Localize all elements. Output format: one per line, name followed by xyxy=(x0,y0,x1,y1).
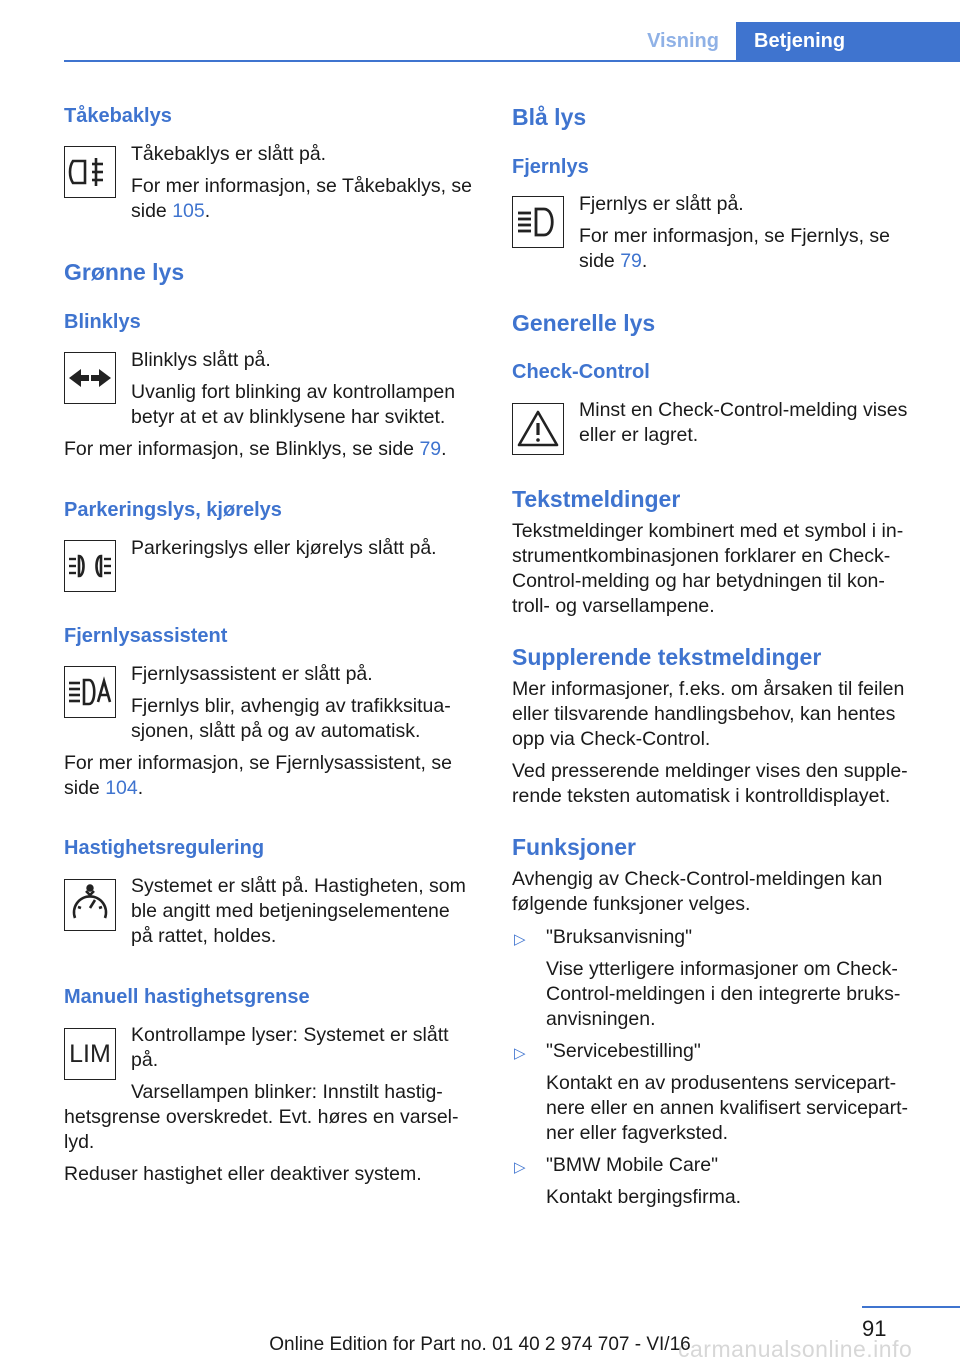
speed-limiter-lim-icon xyxy=(64,1028,116,1080)
tekstmeldinger-l2: strumentkombinasjonen forklarer en Check- xyxy=(512,545,891,567)
hastighetsregulering-desc-1: Systemet er slått på. Hastigheten, som xyxy=(131,875,466,897)
funksjoner-l1: Avhengig av Check-Control-meldingen kan xyxy=(512,868,883,890)
footer-edition: Online Edition for Part no. 01 40 2 974 707 - VI/16 xyxy=(269,1334,691,1355)
high-beam-icon xyxy=(512,196,564,248)
supplerende-l5: rende teksten automatisk i kontrolldisplayet. xyxy=(512,785,891,807)
hastighetsregulering-desc-3: på rattet, holdes. xyxy=(131,925,277,947)
page-link-105[interactable]: 105 xyxy=(172,200,205,222)
bullet-icon: ▷ xyxy=(514,1159,526,1176)
page-link-79[interactable]: 79 xyxy=(419,438,442,460)
manuell-desc-2: på. xyxy=(131,1049,159,1071)
tab-betjening[interactable]: Betjening xyxy=(736,22,960,60)
hastighetsregulering-desc-2: ble angitt med betjeningselementene xyxy=(131,900,450,922)
page-link-79b[interactable]: 79 xyxy=(620,250,642,272)
blinklys-more: For mer informasjon, se Blinklys, se side 79. xyxy=(64,438,447,460)
tab-visning[interactable]: Visning xyxy=(647,30,719,52)
header-rule xyxy=(64,60,960,62)
heading-blinklys: Blinklys xyxy=(64,311,141,333)
function-item-desc: Kontakt bergingsfirma. xyxy=(546,1186,742,1208)
cruise-control-icon xyxy=(64,879,116,931)
blinklys-status: Blinklys slått på. xyxy=(131,349,271,371)
heading-fjernlys: Fjernlys xyxy=(512,156,589,178)
bullet-icon: ▷ xyxy=(514,931,526,948)
heading-takebaklys: Tåkebaklys xyxy=(64,105,172,127)
function-item-title: "Servicebestilling" xyxy=(546,1040,701,1062)
footer-rule xyxy=(862,1306,960,1308)
manuell-desc-4: hetsgrense overskredet. Evt. høres en varsel- xyxy=(64,1106,459,1128)
heading-check-control: Check-Control xyxy=(512,361,650,383)
function-item-title: "Bruksanvisning" xyxy=(546,926,693,948)
parking-light-icon xyxy=(64,540,116,592)
manuell-desc-1: Kontrollampe lyser: Systemet er slått xyxy=(131,1024,449,1046)
fjernlys-more-1: For mer informasjon, se Fjernlys, se xyxy=(579,225,891,247)
parkeringslys-status: Parkeringslys eller kjørelys slått på. xyxy=(131,537,437,559)
check-control-desc-1: Minst en Check-Control-melding vises xyxy=(579,399,908,421)
fjernlysassistent-desc-2: sjonen, slått på og av automatisk. xyxy=(131,720,421,742)
function-item-desc: nere eller en annen kvalifisert servicepart- xyxy=(546,1097,909,1119)
fjernlys-status: Fjernlys er slått på. xyxy=(579,193,744,215)
funksjoner-l2: følgende funksjoner velges. xyxy=(512,893,751,915)
function-item-desc: Control-meldingen i den integrerte bruks- xyxy=(546,983,901,1005)
fjernlysassistent-desc-1: Fjernlys blir, avhengig av trafikksitua- xyxy=(131,695,451,717)
fjernlysassistent-status: Fjernlysassistent er slått på. xyxy=(131,663,373,685)
takebaklys-more-2: side 105. xyxy=(131,200,211,222)
tekstmeldinger-l1: Tekstmeldinger kombinert med et symbol i in- xyxy=(512,520,904,542)
watermark: carmanualsonline.info xyxy=(678,1336,913,1362)
fjernlys-more-2: side 79. xyxy=(579,250,648,272)
heading-gronne-lys: Grønne lys xyxy=(64,259,185,285)
supplerende-l3: opp via Check-Control. xyxy=(512,728,711,750)
tekstmeldinger-l4: troll- og varsellampene. xyxy=(512,595,715,617)
supplerende-l4: Ved presserende meldinger vises den supple- xyxy=(512,760,908,782)
function-item-desc: anvisningen. xyxy=(546,1008,656,1030)
heading-fjernlysassistent: Fjernlysassistent xyxy=(64,625,228,647)
turn-signal-arrows-icon xyxy=(64,352,116,404)
fjernlysassistent-more-1: For mer informasjon, se Fjernlysassistent, se xyxy=(64,752,452,774)
blinklys-desc-1: Uvanlig fort blinking av kontrollampen xyxy=(131,381,456,403)
heading-funksjoner: Funksjoner xyxy=(512,834,636,860)
manuell-desc-3: Varsellampen blinker: Innstilt hastig- xyxy=(131,1081,443,1103)
check-control-desc-2: eller er lagret. xyxy=(579,424,699,446)
page-link-104[interactable]: 104 xyxy=(105,777,138,799)
heading-supplerende: Supplerende tekstmeldinger xyxy=(512,644,822,670)
warning-triangle-icon xyxy=(512,403,564,455)
supplerende-l2: eller tilsvarende handlingsbehov, kan hentes xyxy=(512,703,896,725)
page-number: 91 xyxy=(862,1316,887,1341)
heading-hastighetsregulering: Hastighetsregulering xyxy=(64,837,265,859)
blinklys-desc-2: betyr at et av blinklysene har sviktet. xyxy=(131,406,446,428)
takebaklys-more-1: For mer informasjon, se Tåkebaklys, se xyxy=(131,175,473,197)
bullet-icon: ▷ xyxy=(514,1045,526,1062)
tekstmeldinger-l3: Control-melding og har betydningen til kon- xyxy=(512,570,885,592)
heading-bla-lys: Blå lys xyxy=(512,104,587,130)
function-item-desc: ner eller fagverksted. xyxy=(546,1122,729,1144)
heading-manuell-hastighetsgrense: Manuell hastighetsgrense xyxy=(64,986,310,1008)
heading-tekstmeldinger: Tekstmeldinger xyxy=(512,486,681,512)
takebaklys-status: Tåkebaklys er slått på. xyxy=(131,143,327,165)
function-item-title: "BMW Mobile Care" xyxy=(546,1154,719,1176)
function-item-desc: Vise ytterligere informasjoner om Check- xyxy=(546,958,898,980)
rear-fog-light-icon xyxy=(64,146,116,198)
lim-label: LIM xyxy=(69,1040,111,1068)
high-beam-assist-icon xyxy=(64,666,116,718)
function-item-desc: Kontakt en av produsentens servicepart- xyxy=(546,1072,897,1094)
supplerende-l1: Mer informasjoner, f.eks. om årsaken til feilen xyxy=(512,678,905,700)
fjernlysassistent-more-2: side 104. xyxy=(64,777,144,799)
manuell-desc-5: lyd. xyxy=(64,1131,95,1153)
manuell-desc-6: Reduser hastighet eller deaktiver system. xyxy=(64,1163,422,1185)
heading-parkeringslys: Parkeringslys, kjørelys xyxy=(64,499,282,521)
heading-generelle-lys: Generelle lys xyxy=(512,310,656,336)
